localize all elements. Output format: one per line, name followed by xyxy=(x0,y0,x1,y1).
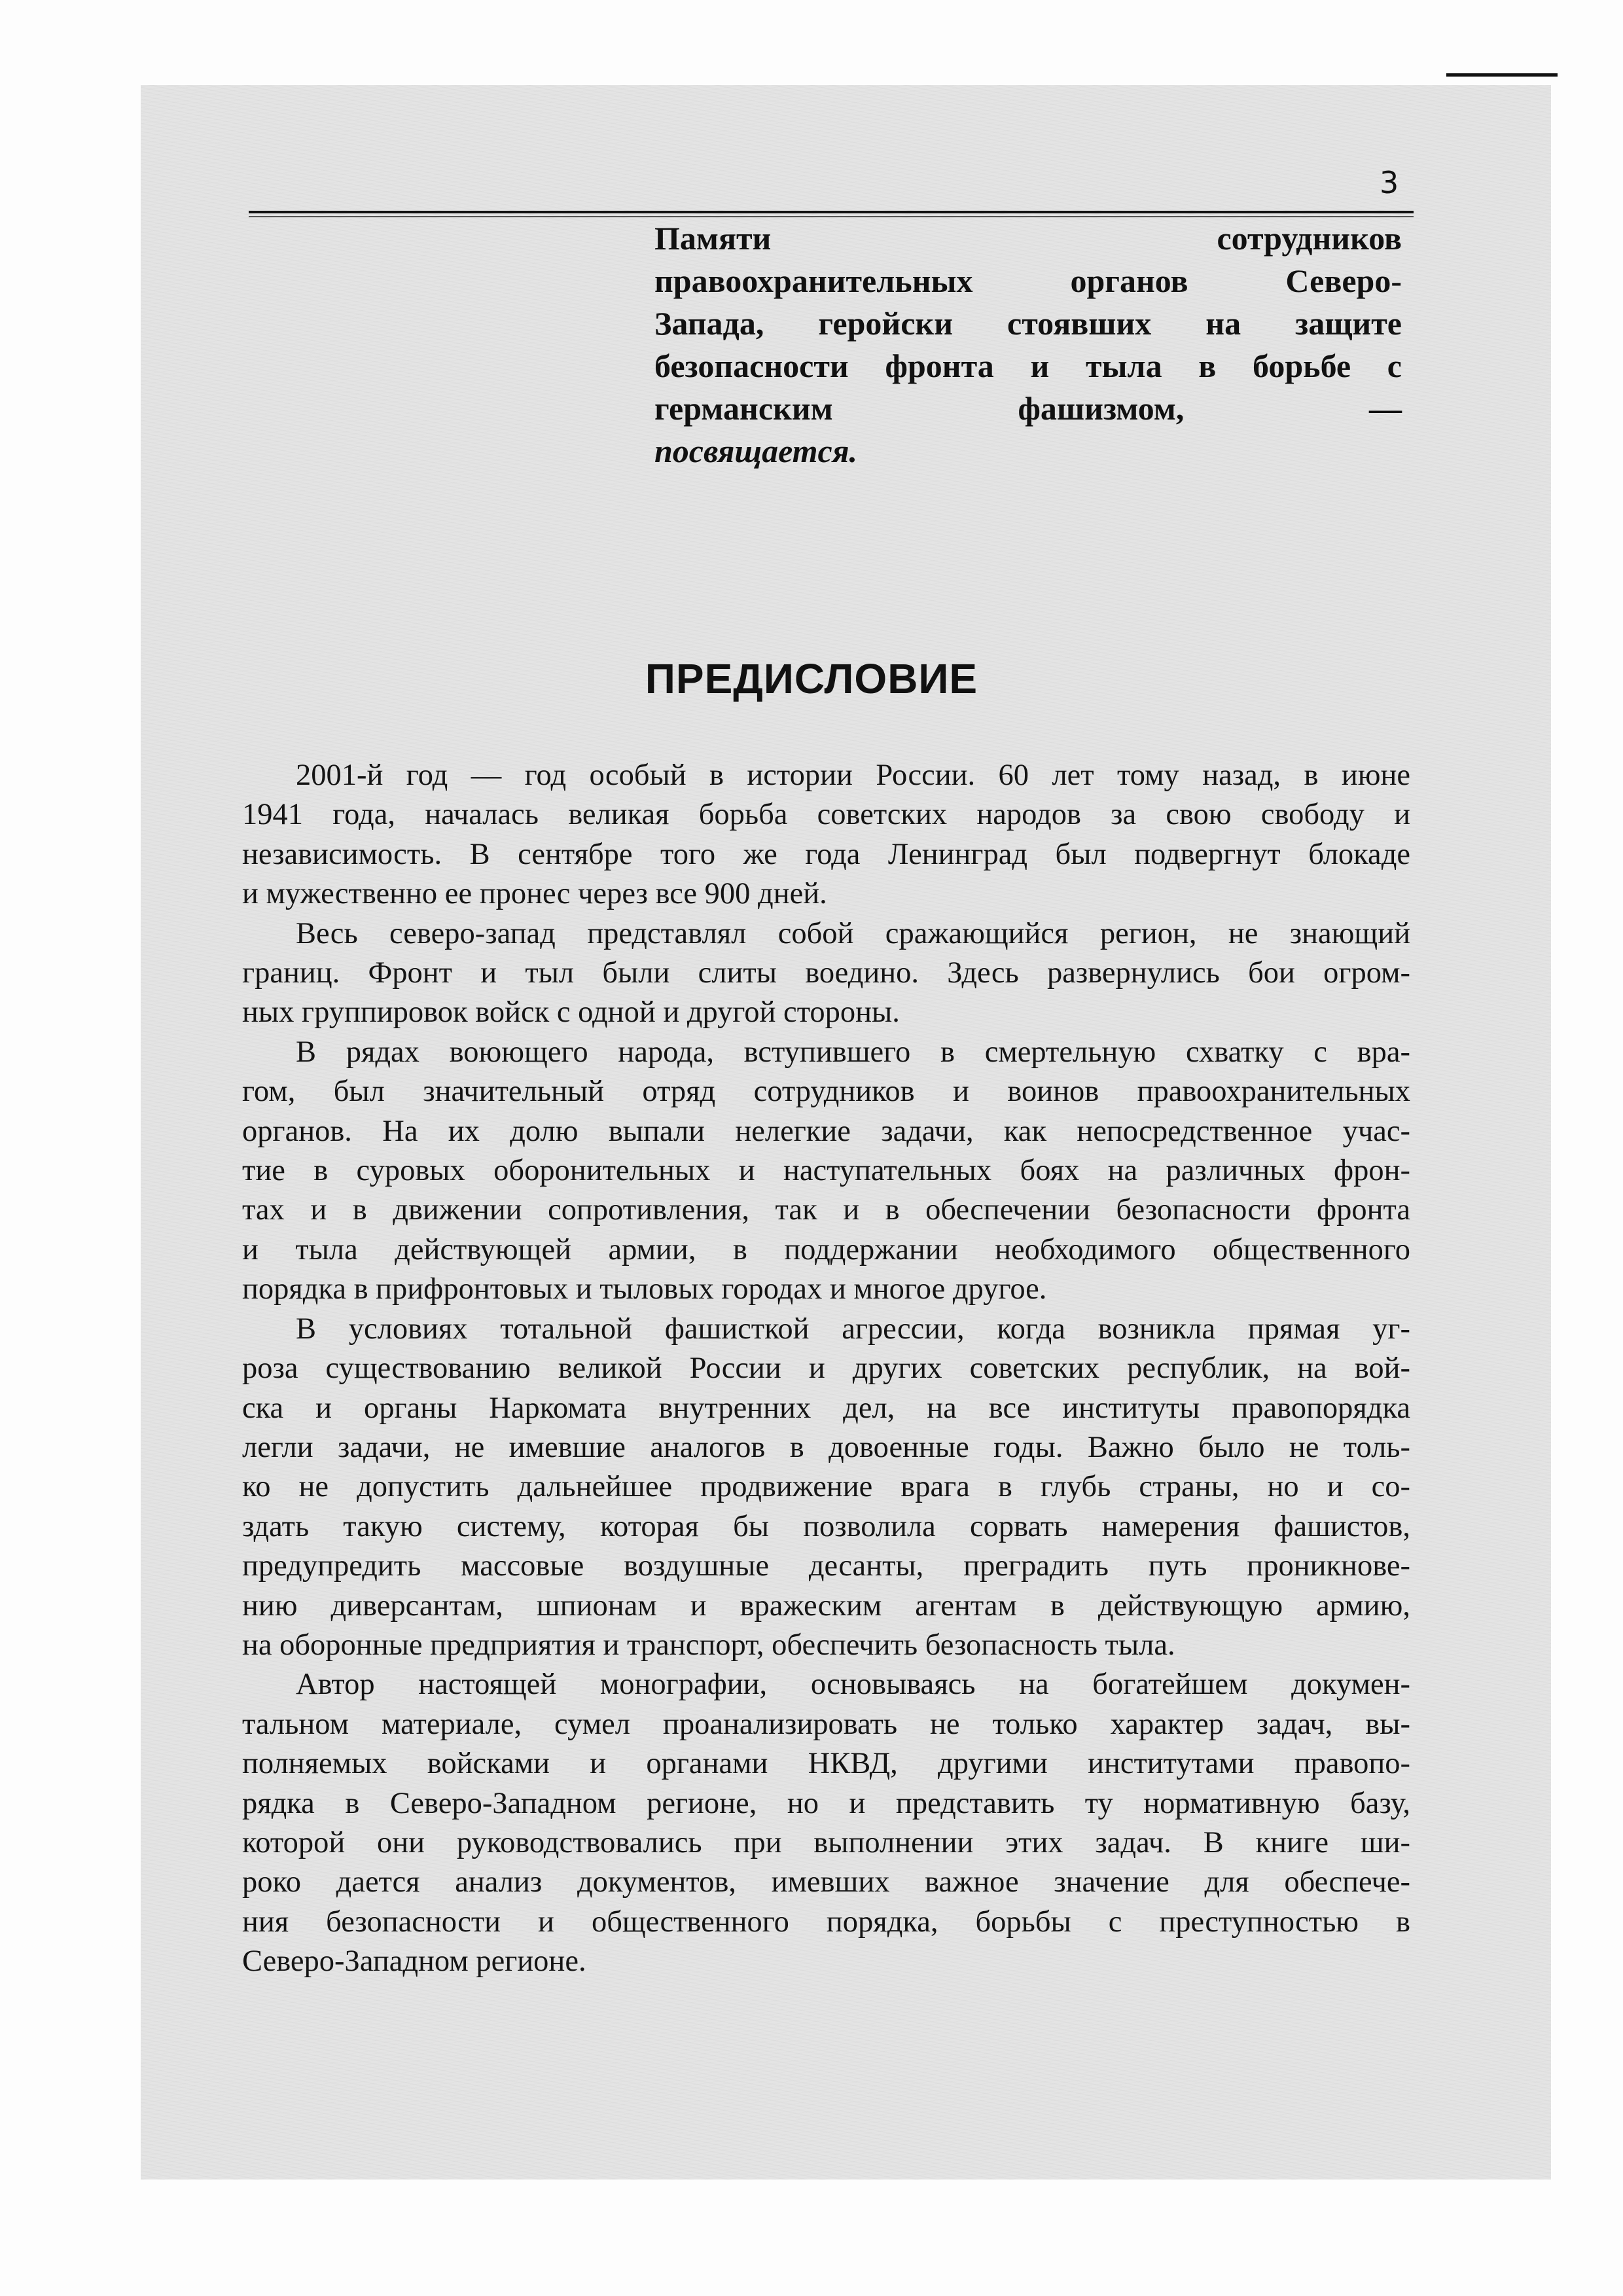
text-line: Весь северо-запад представлял собой сражающийся регион, не знающий xyxy=(296,916,1410,950)
section-title: ПРЕДИСЛОВИЕ xyxy=(645,655,978,702)
text-line: ных группировок войск с одной и другой стороны. xyxy=(242,996,900,1030)
dedication-line: германским фашизмом, — xyxy=(654,390,1402,427)
text-line: независимость. В сентябре того же года Ленинград был подвергнут блокаде xyxy=(242,837,1410,871)
dedication-line: правоохранительных органов Северо- xyxy=(654,262,1402,299)
header-rule xyxy=(249,211,1414,213)
paragraph xyxy=(242,914,1410,1033)
paragraph xyxy=(242,1665,1410,1981)
dedication-line: безопасности фронта и тыла в борьбе с xyxy=(654,348,1402,384)
paragraph xyxy=(242,756,1410,914)
text-line: тальном материале, сумел проанализировать не только характер задач, вы- xyxy=(242,1707,1410,1741)
text-line: легли задачи, не имевшие аналогов в довоенные годы. Важно было не толь- xyxy=(242,1430,1410,1464)
text-line: тах и в движении сопротивления, так и в обеспечении безопасности фронта xyxy=(242,1193,1410,1227)
text-line: Автор настоящей монографии, основываясь на богатейшем докумен- xyxy=(296,1668,1410,1702)
text-line: В условиях тотальной фашисткой агрессии, когда возникла прямая уг- xyxy=(296,1312,1410,1346)
text-line: и тыла действующей армии, в поддержании необходимого общественного xyxy=(242,1232,1410,1266)
text-line: тие в суровых оборонительных и наступательных боях на различных фрон- xyxy=(242,1154,1410,1188)
text-line: 1941 года, началась великая борьба советских народов за свою свободу и xyxy=(242,798,1410,832)
dedication-line: Запада, геройски стоявших на защите xyxy=(654,305,1402,342)
paragraph xyxy=(242,1310,1410,1666)
text-line: границ. Фронт и тыл были слиты воедино. Здесь развернулись бои огром- xyxy=(242,956,1410,990)
text-line: и мужественно ее пронес через все 900 дней. xyxy=(242,877,827,911)
dedication-closing: посвящается. xyxy=(654,433,857,469)
text-line: которой они руководствовались при выполнении этих задач. В книге ши- xyxy=(242,1825,1410,1859)
text-line: полняемых войсками и органами НКВД, другими институтами правопо- xyxy=(242,1747,1410,1781)
text-line: порядка в прифронтовых и тыловых городах и многое другое. xyxy=(242,1272,1047,1306)
text-line: нию диверсантам, шпионам и вражеским агентам в действующую армию, xyxy=(242,1588,1410,1623)
paragraph xyxy=(242,1033,1410,1310)
text-line: гом, был значительный отряд сотрудников и воинов правоохранительных xyxy=(242,1075,1410,1109)
text-line: В рядах воюющего народа, вступившего в смертельную схватку с вра- xyxy=(296,1035,1410,1069)
page-edge-mark xyxy=(1446,73,1558,77)
text-line: Северо-Западном регионе. xyxy=(242,1945,586,1979)
text-line: на оборонные предприятия и транспорт, обеспечить безопасность тыла. xyxy=(242,1628,1175,1662)
dedication xyxy=(654,217,1402,473)
text-line: роза существованию великой России и других советских республик, на вой- xyxy=(242,1352,1410,1386)
text-line: рядка в Северо-Западном регионе, но и представить ту нормативную базу, xyxy=(242,1786,1410,1820)
text-line: предупредить массовые воздушные десанты, преградить путь проникнове- xyxy=(242,1549,1410,1583)
page-number: 3 xyxy=(1380,165,1399,200)
text-line: 2001-й год — год особый в истории России. 60 лет тому назад, в июне xyxy=(296,759,1410,792)
text-line: здать такую систему, которая бы позволила сорвать намерения фашистов, xyxy=(242,1509,1410,1543)
text-line: органов. На их долю выпали нелегкие задачи, как непосредственное учас- xyxy=(242,1114,1410,1148)
text-line: ния безопасности и общественного порядка, борьбы с преступностью в xyxy=(242,1905,1410,1939)
text-line: ко не допустить дальнейшее продвижение врага в глубь страны, но и со- xyxy=(242,1470,1410,1504)
text-line: ска и органы Наркомата внутренних дел, на все институты правопорядка xyxy=(242,1391,1410,1425)
text-line: роко дается анализ документов, имевших важное значение для обеспече- xyxy=(242,1865,1410,1899)
dedication-line: Памяти сотрудников xyxy=(654,220,1402,257)
body-text xyxy=(242,756,1410,1982)
